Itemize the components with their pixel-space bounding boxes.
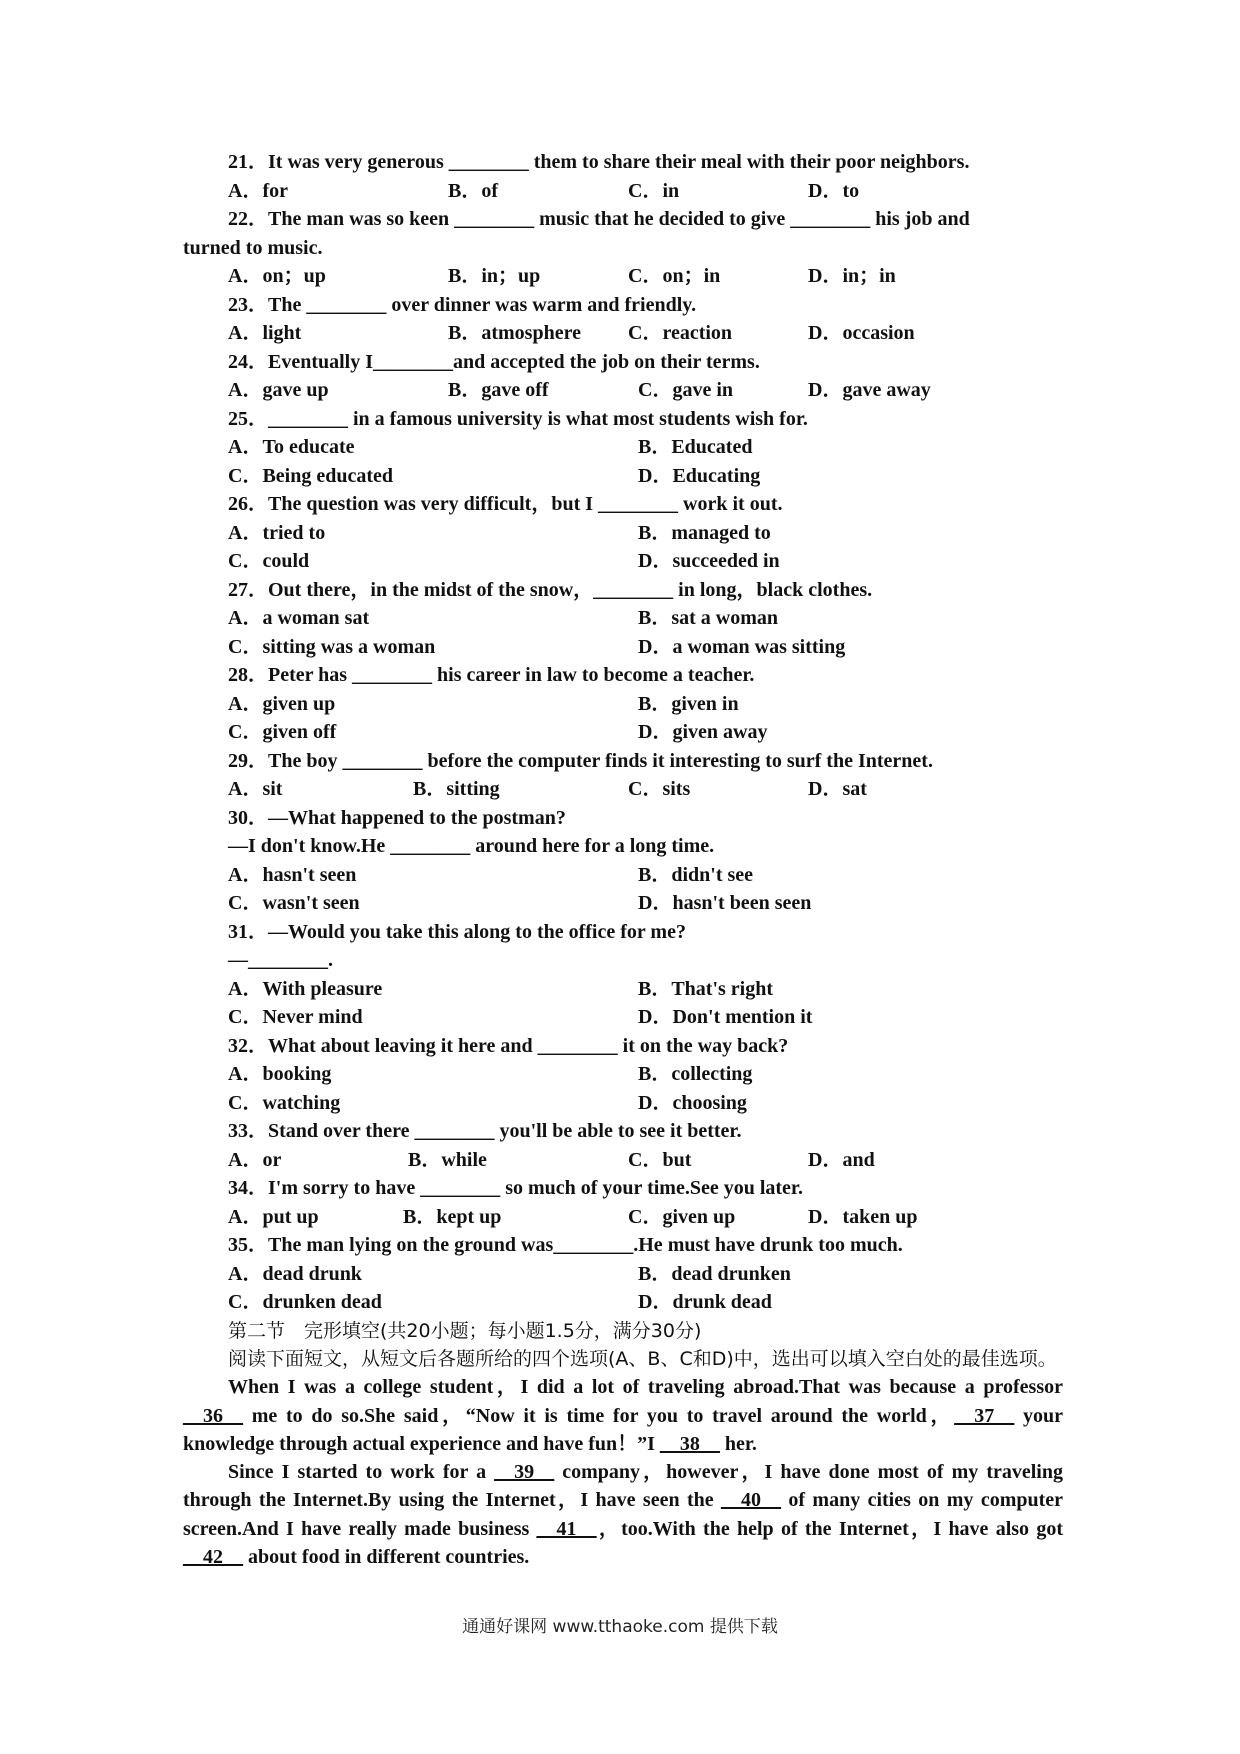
question-stem: 33．Stand over there ________ you'll be able to see it better.	[228, 1120, 742, 1142]
question-stem: 31．—Would you take this along to the office for me?	[228, 920, 686, 943]
question-stem-continued: turned to music.	[183, 236, 323, 259]
passage-text: company，however，I have done most of my traveling through the Internet.By using the Internet，I have seen the	[183, 1461, 1063, 1512]
question-stem: 30．—What happened to the postman?	[228, 806, 566, 829]
answer-option: C．given off	[228, 721, 337, 743]
answer-option: B．didn't see	[638, 863, 754, 886]
options-row	[183, 177, 1063, 206]
answer-option: A．for	[228, 179, 288, 202]
passage-text: me to do so.She said，“Now it is time for you to travel around the world，	[243, 1404, 955, 1427]
cloze-blank: __39__	[494, 1461, 555, 1484]
passage-text: Since I started to work for a	[228, 1461, 495, 1484]
answer-option: D．taken up	[808, 1205, 918, 1228]
options-row	[183, 889, 1063, 918]
options-row	[183, 604, 1063, 633]
cloze-blank: __37__	[954, 1404, 1015, 1427]
answer-option: A．With pleasure	[228, 977, 383, 1000]
cloze-blank: __41__	[536, 1517, 597, 1540]
options-row	[183, 690, 1063, 719]
answer-option: C．in	[628, 179, 680, 202]
answer-option: C．but	[628, 1148, 692, 1171]
section-instructions: 阅读下面短文，从短文后各题所给的四个选项(A、B、C和D)中，选出可以填入空白处的最佳选项。	[228, 1348, 1057, 1370]
answer-option: A．To educate	[228, 436, 355, 458]
answer-option: A．dead drunk	[228, 1262, 362, 1285]
exam-page	[183, 148, 1063, 1571]
options-row	[183, 262, 1063, 291]
passage-text: her.	[719, 1432, 757, 1455]
answer-option: B．sitting	[413, 778, 500, 800]
answer-option: B．while	[408, 1148, 487, 1171]
answer-option: D．and	[808, 1148, 875, 1171]
answer-option: C．could	[228, 550, 310, 572]
passage-text: your knowledge through actual experience and have fun！”I	[183, 1404, 1063, 1455]
answer-option: B．atmosphere	[448, 322, 581, 344]
options-row	[183, 1260, 1063, 1289]
question-stem: 26．The question was very difficult，but I ________ work it out.	[228, 493, 783, 515]
answer-option: B．of	[448, 179, 498, 202]
answer-option: D．succeeded in	[638, 550, 780, 572]
answer-option: B．dead drunken	[638, 1262, 791, 1285]
answer-option: A．sit	[228, 778, 283, 800]
answer-option: D．in；in	[808, 265, 896, 287]
answer-option: A．on；up	[228, 265, 326, 287]
answer-option: D．gave away	[808, 379, 931, 401]
question-stem: 21．It was very generous ________ them to share their meal with their poor neighbors.	[228, 151, 970, 173]
answer-option: A．or	[228, 1148, 282, 1171]
answer-option: A．light	[228, 322, 302, 344]
answer-option: C．given up	[628, 1205, 736, 1228]
answer-option: B．managed to	[638, 521, 771, 544]
answer-option: B．sat a woman	[638, 607, 779, 629]
question-stem: 27．Out there，in the midst of the snow，________ in long，black clothes.	[228, 578, 873, 601]
options-row	[183, 519, 1063, 548]
answer-option: C．watching	[228, 1091, 341, 1114]
answer-option: D．a woman was sitting	[638, 635, 846, 658]
options-row	[183, 718, 1063, 747]
options-row	[183, 861, 1063, 890]
passage-text: of many cities on my computer screen.And I have really made business	[183, 1489, 1064, 1540]
cloze-blank: __40__	[721, 1489, 782, 1512]
answer-option: B．in；up	[448, 265, 541, 287]
options-row	[183, 1003, 1063, 1032]
answer-option: C．sits	[628, 778, 691, 800]
options-row	[183, 775, 1063, 804]
answer-option: B．gave off	[448, 379, 549, 401]
answer-option: D．hasn't been seen	[638, 892, 812, 914]
answer-option: C．Being educated	[228, 464, 393, 487]
options-row	[183, 1089, 1063, 1118]
answer-option: D．drunk dead	[638, 1291, 772, 1313]
options-row	[183, 1203, 1063, 1232]
answer-option: D．Don't mention it	[638, 1006, 813, 1028]
answer-option: A．put up	[228, 1205, 319, 1228]
answer-option: C．wasn't seen	[228, 892, 360, 914]
question-stem: 22．The man was so keen ________ music that he decided to give ________ his job and	[228, 208, 970, 230]
answer-option: C．sitting was a woman	[228, 635, 436, 658]
answer-option: A．a woman sat	[228, 607, 370, 629]
question-stem: 25．________ in a famous university is what most students wish for.	[228, 407, 808, 430]
answer-option: D．to	[808, 179, 860, 202]
answer-option: A．booking	[228, 1063, 332, 1085]
answer-option: D．sat	[808, 778, 867, 800]
page-footer: 通通好课网 www.tthaoke.com 提供下载	[462, 1617, 778, 1637]
answer-option: C．Never mind	[228, 1006, 363, 1028]
answer-option: B．Educated	[638, 436, 753, 458]
answer-option: A．given up	[228, 692, 336, 715]
question-stem: 35．The man lying on the ground was________.He must have drunk too much.	[228, 1234, 903, 1256]
answer-option: A．gave up	[228, 379, 329, 401]
options-row	[183, 547, 1063, 576]
multiple-choice-section	[183, 148, 1063, 1317]
answer-option: C．on；in	[628, 265, 721, 287]
options-row	[183, 433, 1063, 462]
question-stem: 23．The ________ over dinner was warm and friendly.	[228, 293, 697, 316]
question-stem-continued: —________.	[228, 949, 333, 971]
options-row	[183, 1288, 1063, 1317]
passage-text: ，too.With the help of the Internet，I have also got	[596, 1517, 1064, 1540]
options-row	[183, 462, 1063, 491]
cloze-blank: __38__	[659, 1432, 720, 1455]
question-stem: 32．What about leaving it here and ________ it on the way back?	[228, 1034, 789, 1057]
options-row	[183, 975, 1063, 1004]
question-stem: 24．Eventually I________and accepted the job on their terms.	[228, 350, 760, 373]
passage-text: When I was a college student，I did a lot of traveling abroad.That was because a professor	[228, 1376, 1063, 1399]
cloze-blank: __36__	[183, 1404, 243, 1427]
answer-option: D．given away	[638, 721, 768, 743]
question-stem-continued: —I don't know.He ________ around here for a long time.	[228, 835, 715, 857]
answer-option: D．occasion	[808, 322, 915, 344]
passage-paragraph-1	[183, 1373, 1063, 1458]
options-row	[183, 633, 1063, 662]
answer-option: B．That's right	[638, 977, 774, 1000]
question-stem: 34．I'm sorry to have ________ so much of your time.See you later.	[228, 1177, 803, 1199]
passage-paragraph-2	[183, 1458, 1063, 1571]
answer-option: D．choosing	[638, 1091, 747, 1114]
answer-option: B．given in	[638, 692, 739, 715]
answer-option: D．Educating	[638, 464, 761, 487]
cloze-blank: __42__	[183, 1546, 243, 1569]
section-title: 第二节 完形填空(共20小题；每小题1.5分，满分30分)	[228, 1319, 702, 1342]
answer-option: A．hasn't seen	[228, 863, 357, 886]
answer-option: B．kept up	[403, 1205, 502, 1228]
options-row	[183, 319, 1063, 348]
options-row	[183, 1146, 1063, 1175]
question-stem: 28．Peter has ________ his career in law to become a teacher.	[228, 664, 755, 686]
answer-option: C．drunken dead	[228, 1291, 382, 1313]
answer-option: B．collecting	[638, 1063, 753, 1085]
answer-option: C．reaction	[628, 322, 733, 344]
options-row	[183, 376, 1063, 405]
passage-text: about food in different countries.	[243, 1546, 530, 1569]
answer-option: A．tried to	[228, 521, 326, 544]
answer-option: C．gave in	[638, 379, 733, 401]
options-row	[183, 1060, 1063, 1089]
question-stem: 29．The boy ________ before the computer finds it interesting to surf the Internet.	[228, 749, 933, 772]
